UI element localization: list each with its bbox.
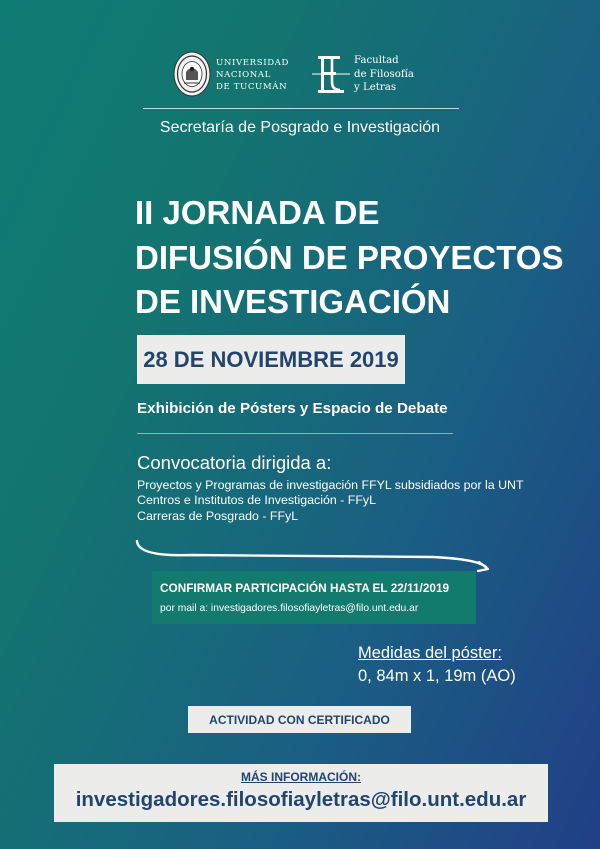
university-name-line: UNIVERSIDAD xyxy=(216,58,289,68)
event-title xyxy=(135,191,575,325)
poster-size xyxy=(358,642,516,688)
convocatoria-heading: Convocatoria dirigida a: xyxy=(137,452,332,473)
subtitle-divider xyxy=(137,433,453,434)
secretaria-label: Secretaría de Posgrado e Investigación xyxy=(159,119,441,136)
curved-arrow-icon xyxy=(132,535,492,575)
unt-seal-icon xyxy=(172,50,212,98)
university-name xyxy=(216,57,306,93)
more-info-email-link[interactable]: investigadores.filosofiayletras@filo.unt.edu.ar xyxy=(75,788,527,811)
certificate-badge: ACTIVIDAD CON CERTIFICADO xyxy=(188,706,411,733)
poster-size-value: 0, 84m x 1, 19m (AO) xyxy=(358,667,516,685)
confirmation-box xyxy=(152,571,476,624)
faculty-name-line: Facultad xyxy=(354,55,399,66)
event-title-line: II JORNADA DE xyxy=(135,194,380,231)
confirmation-mail-link[interactable]: por mail a: investigadores.filosofiayletras@filo.unt.edu.ar xyxy=(160,603,419,614)
list-item: Centros e Institutos de Investigación - FFyL xyxy=(137,493,376,508)
more-info-label: MÁS INFORMACIÓN: xyxy=(241,770,361,784)
event-title-line: DE INVESTIGACIÓN xyxy=(135,283,451,320)
event-subtitle: Exhibición de Pósters y Espacio de Debate xyxy=(137,400,448,417)
university-name-line: DE TUCUMÁN xyxy=(216,82,288,92)
faculty-name xyxy=(354,54,464,95)
faculty-name-line: y Letras xyxy=(354,82,397,93)
fl-monogram-icon xyxy=(310,52,352,96)
poster-size-heading: Medidas del póster: xyxy=(358,644,502,662)
convocatoria-list xyxy=(137,478,524,524)
header-divider xyxy=(143,108,459,109)
confirmation-deadline: CONFIRMAR PARTICIPACIÓN HASTA EL 22/11/2019 xyxy=(160,581,450,595)
list-item: Carreras de Posgrado - FFyL xyxy=(137,508,299,523)
faculty-name-line: de Filosofía xyxy=(354,68,414,80)
university-name-line: NACIONAL xyxy=(216,70,271,80)
more-info-box xyxy=(54,764,548,822)
list-item: Proyectos y Programas de investigación FFYL subsidiados por la UNT xyxy=(137,478,524,492)
event-title-line: DIFUSIÓN DE PROYECTOS xyxy=(135,238,564,276)
event-date-badge: 28 DE NOVIEMBRE 2019 xyxy=(137,335,405,384)
